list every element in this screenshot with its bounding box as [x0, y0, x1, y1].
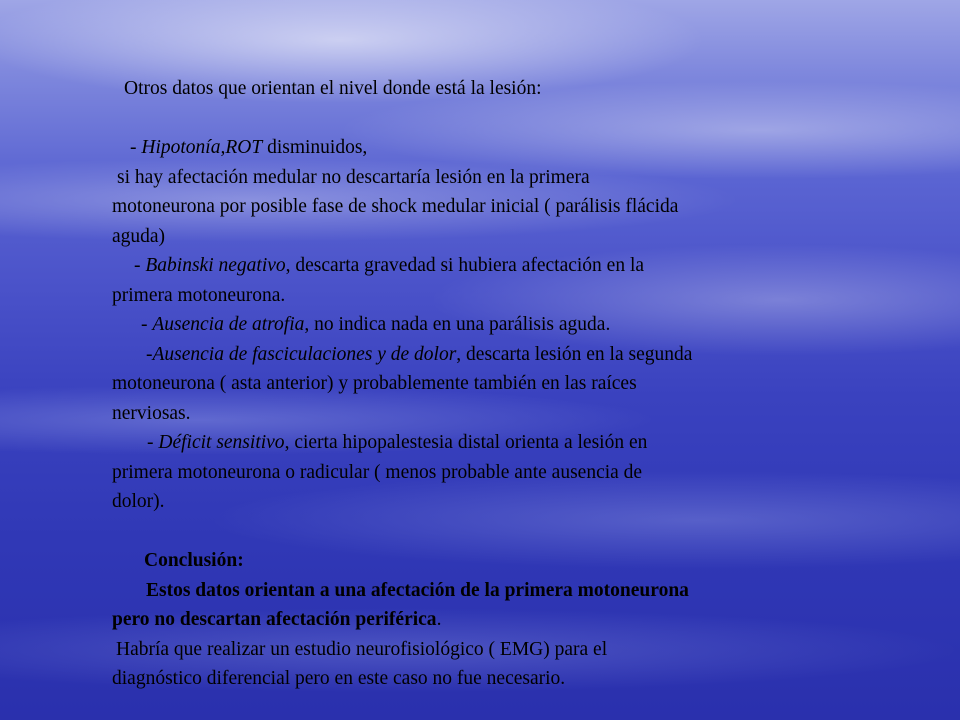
p1-italic: Hipotonía,ROT [141, 137, 263, 158]
p5-line3: dolor). [112, 491, 165, 512]
p2-italic: Babinski negativo [145, 255, 286, 276]
spacer [112, 517, 832, 547]
p3-italic: Ausencia de atrofia [152, 314, 305, 335]
p4-prefix: - [146, 343, 153, 365]
p2-rest: , descarta gravedad si hubiera afectación en la [285, 255, 645, 276]
p1-line1 [112, 133, 832, 163]
p4-italic: Ausencia de fasciculaciones y de dolor [152, 343, 457, 365]
conclusion-title: Conclusión: [144, 550, 244, 571]
p4-line1 [112, 340, 832, 370]
p5-rest: , cierta hipopalestesia distal orienta a lesión en [284, 432, 648, 453]
p1-line2: si hay afectación medular no descartaría lesión en la primera [117, 166, 590, 188]
p3-rest: , no indica nada en una parálisis aguda. [304, 314, 611, 335]
p5-italic: Déficit sensitivo [158, 432, 285, 453]
p5-line2: primera motoneurona o radicular ( menos probable ante ausencia de [112, 461, 643, 483]
spacer [112, 104, 832, 134]
conclusion-line2-text: pero no descartan afectación periférica [112, 609, 437, 630]
p4-line3: nerviosas. [112, 402, 191, 424]
p1-prefix: - [130, 137, 142, 158]
p5-line1 [112, 428, 832, 458]
p1-rest: disminuidos, [262, 137, 368, 158]
p2-prefix: - [134, 255, 146, 276]
p3-prefix: - [141, 314, 153, 335]
conclusion-line1: Estos datos orientan a una afectación de la primera motoneurona [146, 579, 689, 601]
slide-text-body [112, 74, 832, 694]
p1-line3: motoneurona por posible fase de shock medular inicial ( parálisis flácida [112, 196, 679, 217]
p2-line1 [112, 251, 832, 281]
p4-rest: , descarta lesión en la segunda [456, 343, 693, 365]
conclusion-line2 [112, 605, 832, 635]
p2-line2: primera motoneurona. [112, 284, 286, 306]
p4-line2: motoneurona ( asta anterior) y probablemente también en las raíces [112, 373, 637, 394]
conclusion-line4: diagnóstico diferencial pero en este caso no fue necesario. [112, 668, 566, 689]
p5-prefix: - [147, 432, 159, 453]
slide-heading: Otros datos que orientan el nivel donde está la lesión: [124, 78, 542, 99]
p3-line1 [112, 310, 832, 340]
conclusion-line3: Habría que realizar un estudio neurofisiológico ( EMG) para el [116, 638, 608, 660]
conclusion-line2-end: . [436, 609, 442, 630]
p1-line4: aguda) [112, 225, 166, 247]
